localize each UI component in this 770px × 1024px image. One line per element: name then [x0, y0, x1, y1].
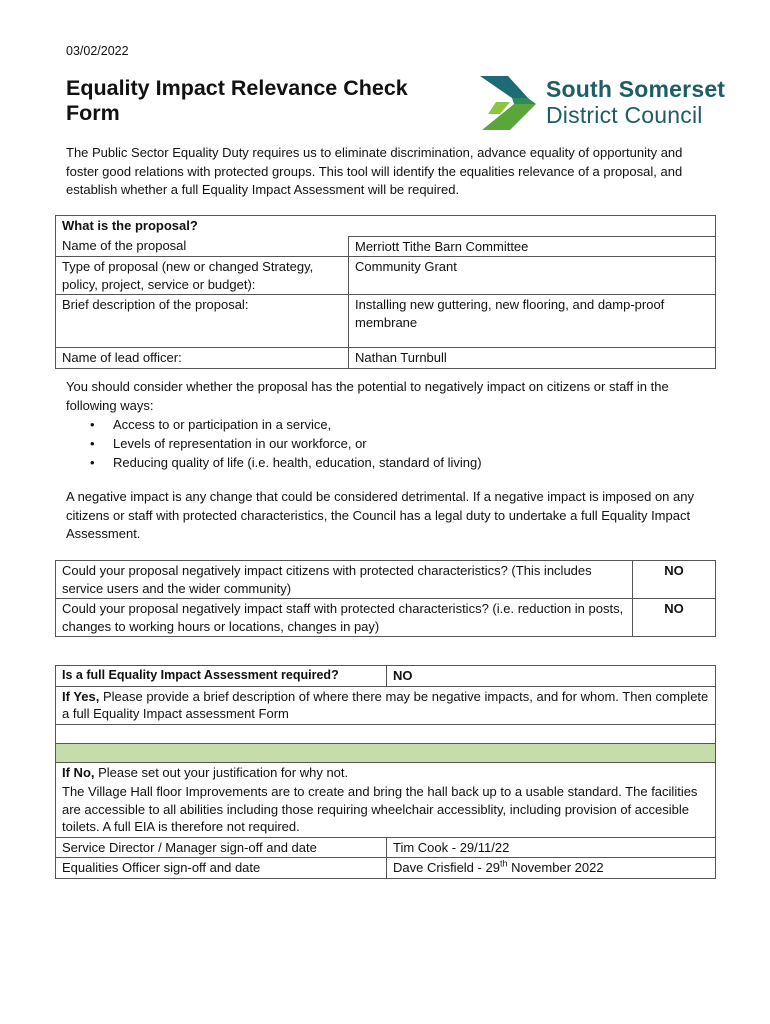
question-staff: Could your proposal negatively impact staff with protected characteristics? (i.e. reduction in posts, changes to working hours or locations, changes in pay): [56, 599, 633, 637]
lead-officer-label: Name of lead officer:: [56, 348, 349, 369]
if-yes-instructions: If Yes, Please provide a brief description of where there may be negative impacts, and for whom. Then complete a full Equality Impact assessment Form: [56, 686, 716, 724]
list-item: • Access to or participation in a service,: [90, 417, 332, 432]
proposal-type-label: Type of proposal (new or changed Strategy, policy, project, service or budget):: [56, 257, 349, 295]
page-title: Equality Impact Relevance Check Form: [66, 76, 408, 125]
proposal-type-value: Community Grant: [349, 257, 716, 295]
answer-staff: NO: [633, 599, 716, 637]
impact-list: [90, 415, 482, 472]
intro-paragraph: The Public Sector Equality Duty requires us to eliminate discrimination, advance equality of opportunity and foster good relations with protected groups. This tool will identify the equalities relevance of a proposal, and establish whether a full Equality Impact Assessment will be required.: [66, 145, 683, 197]
answer-citizens: NO: [633, 561, 716, 599]
negative-impact-paragraph: A negative impact is any change that could be considered detrimental. If a negative impact is imposed on any citizens or staff with protected characteristics, the Council has a legal duty to undertake a full Equality Impact Assessment.: [66, 489, 694, 541]
proposal-name-label: Name of the proposal: [56, 236, 349, 257]
equalities-officer-signoff-label: Equalities Officer sign-off and date: [56, 858, 387, 879]
justification-text: The Village Hall floor Improvements are to create and bring the hall back up to a usable standard. The facilities are accessible to all abilities including those requiring wheelchair accessiblity, including provision of accesible toilets. A full EIA is therefore not required.: [56, 782, 716, 837]
document-date: 03/02/2022: [66, 44, 129, 58]
proposal-description-value: Installing new guttering, new flooring, and damp-proof membrane: [349, 295, 716, 348]
assessment-question: Is a full Equality Impact Assessment required?: [56, 666, 387, 687]
assessment-answer: NO: [387, 666, 716, 687]
proposal-name-value: Merriott Tithe Barn Committee: [349, 236, 716, 257]
impact-questions-table: [55, 560, 716, 637]
assessment-table: [55, 665, 716, 879]
if-no-instructions: If No, Please set out your justification for why not.: [56, 762, 716, 782]
service-director-signoff-label: Service Director / Manager sign-off and date: [56, 837, 387, 858]
proposal-heading: What is the proposal?: [56, 216, 716, 237]
chevron-logo-icon: [478, 74, 544, 132]
green-divider-row: [56, 743, 716, 762]
logo-line-1: South Somerset: [546, 76, 726, 102]
consider-paragraph: You should consider whether the proposal has the potential to negatively impact on citizens or staff in the following ways:: [66, 379, 669, 413]
logo-text: [546, 76, 725, 128]
if-yes-response: [56, 724, 716, 743]
council-logo: [478, 74, 748, 134]
logo-line-2: District Council: [546, 102, 703, 128]
proposal-description-label: Brief description of the proposal:: [56, 295, 349, 348]
equalities-officer-signoff-value: Dave Crisfield - 29th November 2022: [387, 858, 716, 879]
question-citizens: Could your proposal negatively impact citizens with protected characteristics? (This includes service users and the wider community): [56, 561, 633, 599]
lead-officer-value: Nathan Turnbull: [349, 348, 716, 369]
list-item: • Reducing quality of life (i.e. health, education, standard of living): [90, 455, 482, 470]
proposal-table: [55, 215, 716, 369]
service-director-signoff-value: Tim Cook - 29/11/22: [387, 837, 716, 858]
list-item: • Levels of representation in our workforce, or: [90, 436, 367, 451]
